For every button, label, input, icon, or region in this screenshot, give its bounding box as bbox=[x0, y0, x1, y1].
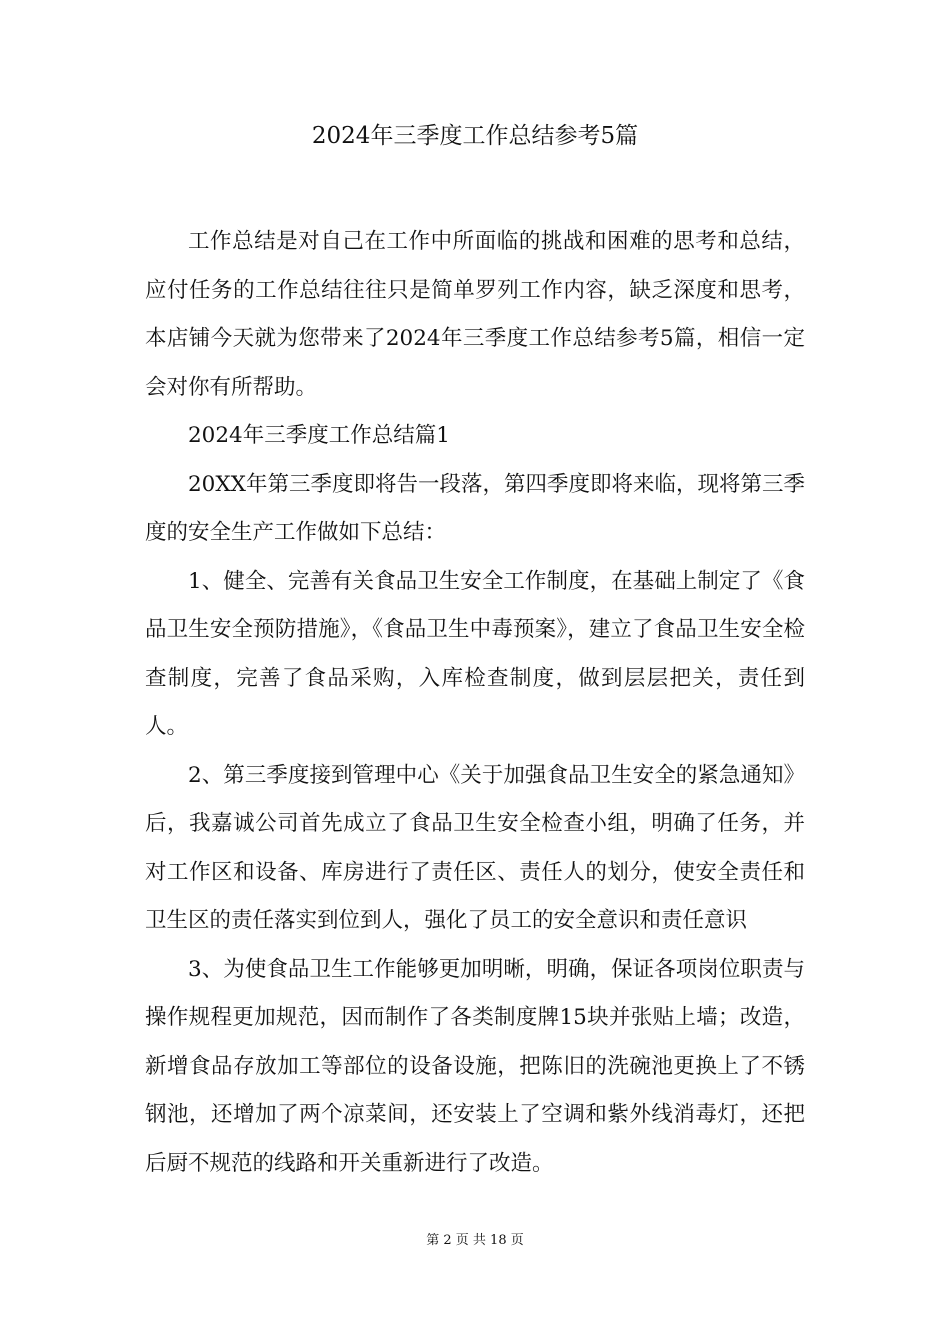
document-body bbox=[145, 218, 805, 1188]
list-item-3: 3、为使食品卫生工作能够更加明晰，明确，保证各项岗位职责与操作规程更加规范，因而制作了各类制度牌15块并张贴上墙；改造，新增食品存放加工等部位的设备设施，把陈旧的洗碗池更换上了不锈钢池，还增加了两个凉菜间，还安装上了空调和紫外线消毒灯，还把后厨不规范的线路和开关重新进行了改造。 bbox=[145, 956, 805, 1176]
page-number: 第 2 页 共 18 页 bbox=[426, 1233, 524, 1248]
section-heading: 2024年三季度工作总结篇1 bbox=[188, 423, 450, 448]
list-item-1: 1、健全、完善有关食品卫生安全工作制度，在基础上制定了《食品卫生安全预防措施》，《食品卫生中毒预案》，建立了食品卫生安全检查制度，完善了食品采购，入库检查制度，做到层层把关，责任到人。 bbox=[145, 568, 805, 739]
summary-intro-paragraph: 20XX年第三季度即将告一段落，第四季度即将来临，现将第三季度的安全生产工作做如下总结： bbox=[145, 471, 805, 545]
document-title: 2024年三季度工作总结参考5篇 bbox=[311, 123, 639, 149]
list-item-2: 2、第三季度接到管理中心《关于加强食品卫生安全的紧急通知》后，我嘉诚公司首先成立了食品卫生安全检查小组，明确了任务，并对工作区和设备、库房进行了责任区、责任人的划分，使安全责任和卫生区的责任落实到位到人，强化了员工的安全意识和责任意识 bbox=[145, 762, 805, 933]
intro-paragraph: 工作总结是对自己在工作中所面临的挑战和困难的思考和总结，应付任务的工作总结往往只是简单罗列工作内容，缺乏深度和思考，本店铺今天就为您带来了2024年三季度工作总结参考5篇，相信一定会对你有所帮助。 bbox=[145, 229, 805, 400]
